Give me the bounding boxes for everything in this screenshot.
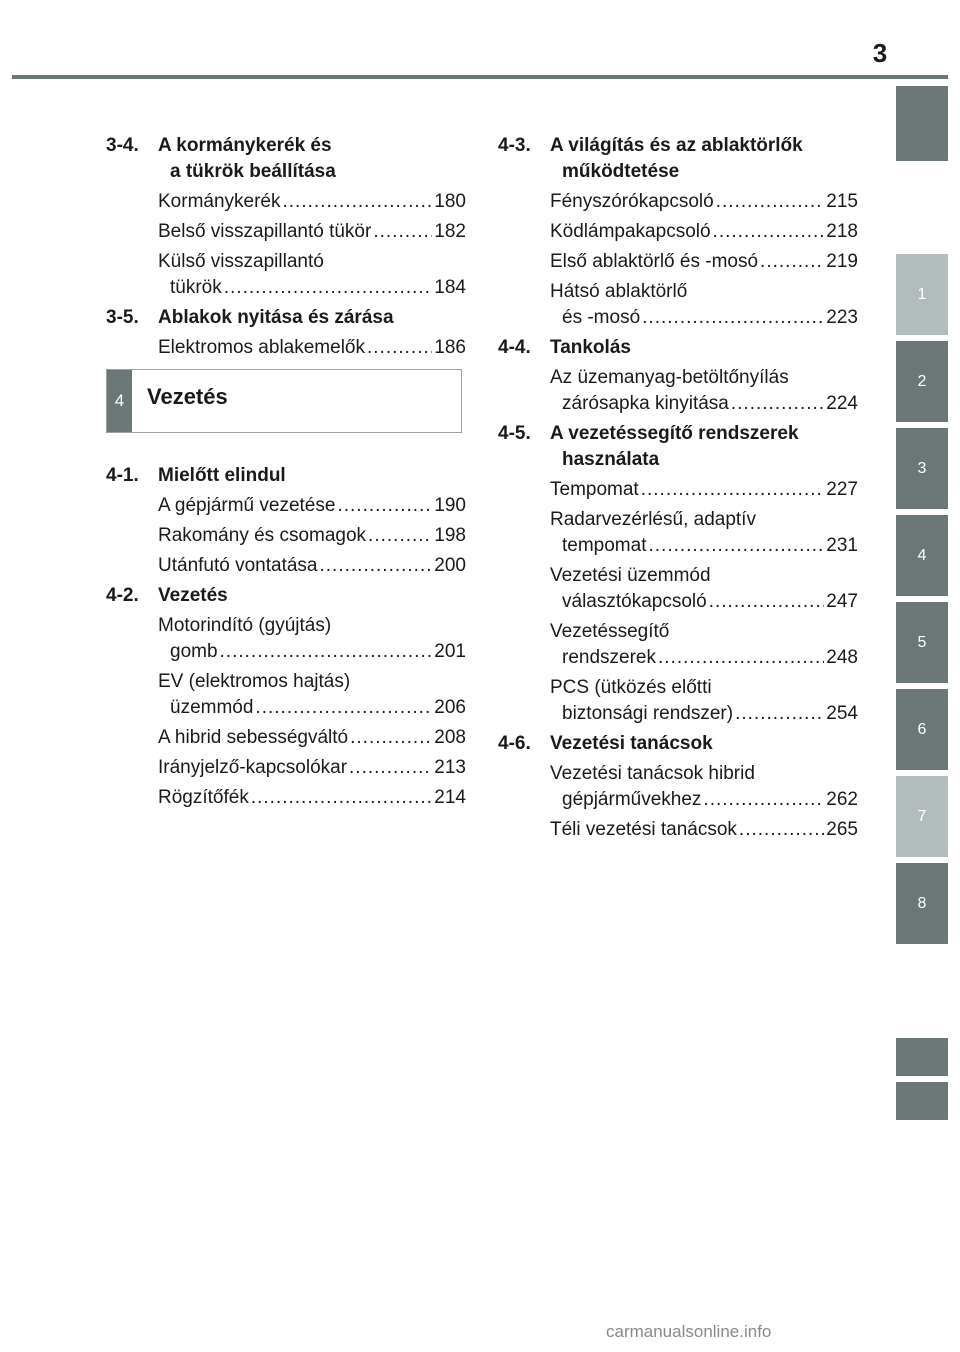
section-number: 3-4. — [106, 135, 139, 156]
page-ref: 180 — [434, 191, 466, 212]
entry-text-line1: Vezetési üzemmód — [550, 565, 711, 586]
toc-section-heading[interactable] — [498, 133, 858, 185]
chapter-tab-1[interactable]: 1 — [896, 254, 948, 335]
toc-entry[interactable] — [498, 619, 858, 671]
entry-text: Ködlámpakapcsoló — [550, 221, 711, 242]
toc-entry[interactable] — [106, 189, 466, 215]
entry-text: és -mosó — [562, 307, 641, 328]
section-title: Tankolás — [550, 337, 631, 358]
page-ref: 208 — [434, 727, 466, 748]
entry-text: A gépjármű vezetése — [158, 495, 336, 516]
entry-text: A hibrid sebességváltó — [158, 727, 349, 748]
toc-entry[interactable] — [106, 249, 466, 301]
toc-entry[interactable] — [106, 523, 466, 549]
page-ref: 213 — [434, 757, 466, 778]
index-tab[interactable] — [896, 1038, 948, 1076]
entry-text: Rakomány és csomagok — [158, 525, 367, 546]
section-number: 3-5. — [106, 307, 139, 328]
chapter-tab-8[interactable]: 8 — [896, 863, 948, 944]
entry-text: tempomat — [562, 535, 647, 556]
page-ref: 215 — [826, 191, 858, 212]
chapter-tab-5[interactable]: 5 — [896, 602, 948, 683]
entry-text: Téli vezetési tanácsok — [550, 819, 737, 840]
toc-entry[interactable] — [498, 365, 858, 417]
page-ref: 223 — [826, 307, 858, 328]
toc-entry[interactable] — [106, 219, 466, 245]
header-rule — [12, 75, 948, 79]
entry-text-line1: Radarvezérlésű, adaptív — [550, 509, 756, 530]
toc-entry[interactable] — [498, 817, 858, 843]
toc-entry[interactable] — [106, 553, 466, 579]
index-tab-2[interactable] — [896, 1082, 948, 1120]
section-number: 4-6. — [498, 733, 531, 754]
section-title: A világítás és az ablaktörlők — [550, 135, 803, 156]
entry-text: Rögzítőfék — [158, 787, 249, 808]
section-title: Vezetés — [158, 585, 228, 606]
entry-text: Fényszórókapcsoló — [550, 191, 714, 212]
toc-entry[interactable] — [498, 761, 858, 813]
entry-text-line1: Hátsó ablaktörlő — [550, 281, 688, 302]
chapter-tab-6[interactable]: 6 — [896, 689, 948, 770]
entry-text: tükrök — [170, 277, 222, 298]
page-ref: 201 — [434, 641, 466, 662]
entry-text-line1: PCS (ütközés előtti — [550, 677, 712, 698]
toc-entry[interactable] — [106, 669, 466, 721]
section-number: 4-4. — [498, 337, 531, 358]
toc-entry[interactable] — [498, 563, 858, 615]
page-ref: 186 — [434, 337, 466, 358]
toc-entry[interactable] — [498, 675, 858, 727]
toc-section-heading[interactable] — [106, 133, 466, 185]
entry-text: Tempomat — [550, 479, 639, 500]
page-ref: 200 — [434, 555, 466, 576]
toc-entry[interactable] — [106, 613, 466, 665]
page-ref: 262 — [826, 789, 858, 810]
page-ref: 182 — [434, 221, 466, 242]
entry-text: rendszerek — [562, 647, 656, 668]
section-number: 4-3. — [498, 135, 531, 156]
toc-entry[interactable] — [498, 189, 858, 215]
chapter-number: 4 — [107, 370, 132, 432]
watermark: carmanualsonline.info — [606, 1322, 772, 1341]
entry-text: Irányjelző-kapcsolókar — [158, 757, 348, 778]
toc-right-column — [498, 133, 858, 847]
toc-entry[interactable] — [498, 279, 858, 331]
entry-text-line1: Vezetéssegítő — [550, 621, 670, 642]
entry-text: Első ablaktörlő és -mosó — [550, 251, 759, 272]
page-ref: 198 — [434, 525, 466, 546]
chapter-tab-blank[interactable] — [896, 86, 948, 161]
entry-text: gomb — [170, 641, 218, 662]
page-ref: 231 — [826, 535, 858, 556]
section-number: 4-1. — [106, 465, 139, 486]
page-ref: 206 — [434, 697, 466, 718]
toc-entry[interactable] — [498, 507, 858, 559]
chapter-tab-3[interactable]: 3 — [896, 428, 948, 509]
chapter-title: Vezetés — [147, 384, 228, 409]
toc-section-heading[interactable] — [498, 335, 858, 361]
chapter-tab-4[interactable]: 4 — [896, 515, 948, 596]
toc-entry[interactable] — [106, 785, 466, 811]
page-ref: 247 — [826, 591, 858, 612]
section-title: Ablakok nyitása és zárása — [158, 307, 394, 328]
entry-text-line1: Az üzemanyag-betöltőnyílás — [550, 367, 789, 388]
toc-section-heading[interactable] — [498, 731, 858, 757]
page-ref: 218 — [826, 221, 858, 242]
page-ref: 227 — [826, 479, 858, 500]
chapter-tab-2[interactable]: 2 — [896, 341, 948, 422]
entry-text: választókapcsoló — [562, 591, 707, 612]
section-title-line2: használata — [562, 449, 660, 470]
entry-text-line1: Motorindító (gyújtás) — [158, 615, 332, 636]
entry-text-line1: Vezetési tanácsok hibrid — [550, 763, 755, 784]
page-ref: 224 — [826, 393, 858, 414]
section-title: Vezetési tanácsok — [550, 733, 713, 754]
section-number: 4-2. — [106, 585, 139, 606]
toc-section-heading[interactable] — [106, 305, 466, 331]
section-title: Mielőtt elindul — [158, 465, 286, 486]
entry-text: zárósapka kinyitása — [562, 393, 729, 414]
toc-entry[interactable] — [498, 219, 858, 245]
section-title: A vezetéssegítő rendszerek — [550, 423, 799, 444]
entry-text: gépjárművekhez — [562, 789, 702, 810]
toc-entry[interactable] — [498, 249, 858, 275]
page-ref: 219 — [826, 251, 858, 272]
page-ref: 248 — [826, 647, 858, 668]
entry-text-line1: Külső visszapillantó — [158, 251, 324, 272]
page-ref: 184 — [434, 277, 466, 298]
entry-text-line1: EV (elektromos hajtás) — [158, 671, 351, 692]
page-ref: 214 — [434, 787, 466, 808]
toc-entry[interactable] — [106, 755, 466, 781]
toc-entry[interactable] — [106, 493, 466, 519]
section-title-line2: működtetése — [562, 161, 680, 182]
toc-left-column — [106, 133, 466, 815]
section-number: 4-5. — [498, 423, 531, 444]
chapter-heading-box — [106, 369, 462, 433]
page-ref: 254 — [826, 703, 858, 724]
entry-text: Utánfutó vontatása — [158, 555, 318, 576]
entry-text: biztonsági rendszer) — [562, 703, 734, 724]
toc-section-heading[interactable] — [498, 421, 858, 473]
page-ref: 265 — [826, 819, 858, 840]
entry-text: Belső visszapillantó tükör — [158, 221, 372, 242]
chapter-tab-7[interactable]: 7 — [896, 776, 948, 857]
section-title: A kormánykerék és — [158, 135, 332, 156]
toc-entry[interactable] — [106, 335, 466, 361]
section-title-line2: a tükrök beállítása — [170, 161, 336, 182]
toc-entry[interactable] — [498, 477, 858, 503]
toc-section-heading[interactable] — [106, 463, 466, 489]
entry-text: üzemmód — [170, 697, 254, 718]
entry-text: Kormánykerék — [158, 191, 281, 212]
page-number: 3 — [872, 38, 888, 68]
toc-entry[interactable] — [106, 725, 466, 751]
page-ref: 190 — [434, 495, 466, 516]
entry-text: Elektromos ablakemelők — [158, 337, 365, 358]
toc-section-heading[interactable] — [106, 583, 466, 609]
